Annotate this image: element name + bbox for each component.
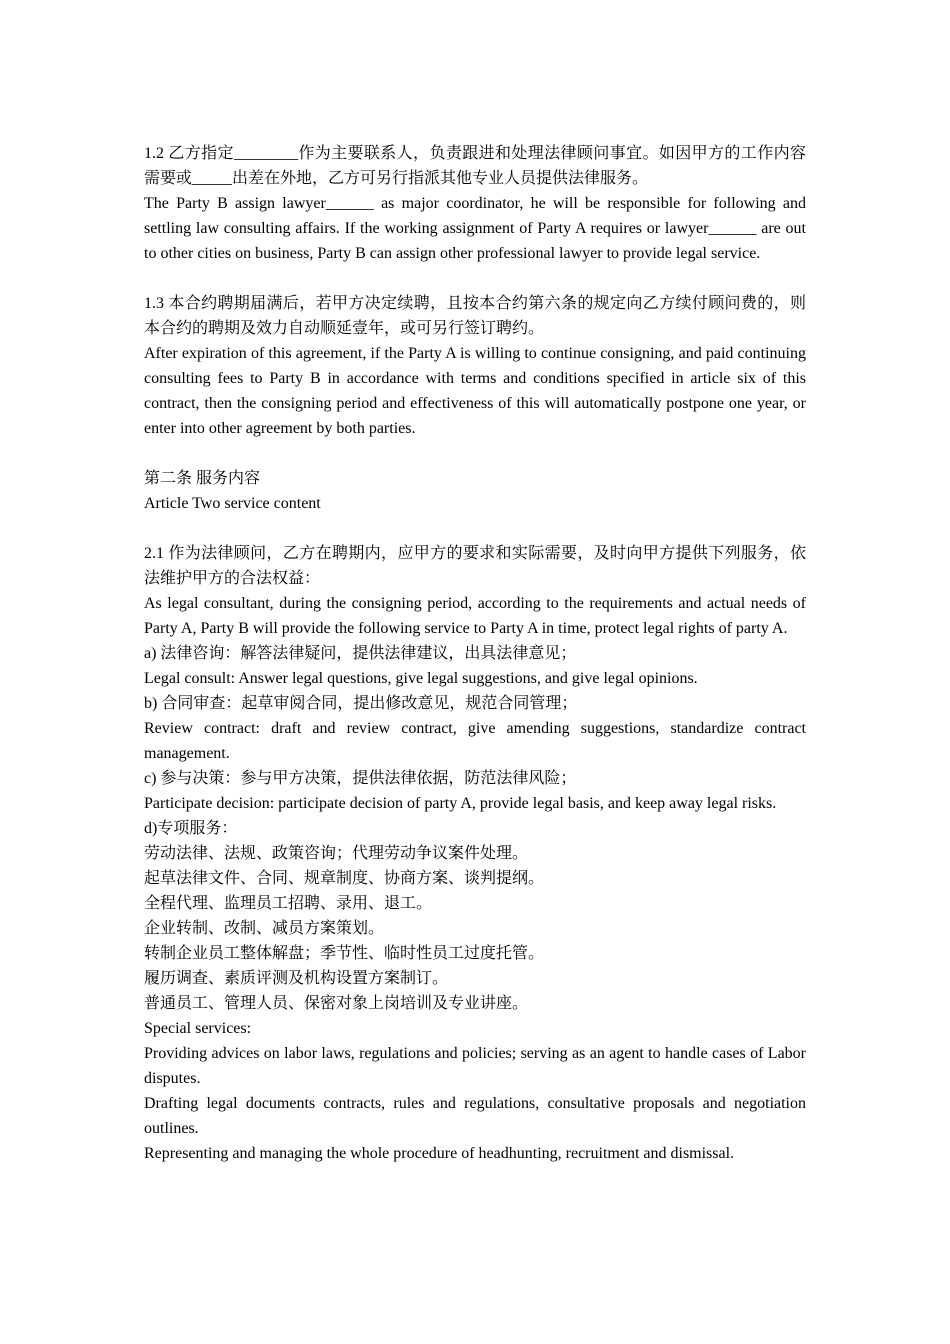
item-d-zh: d)专项服务： — [144, 820, 238, 837]
blank-line — [144, 266, 806, 291]
special-services-heading-en: Special services: — [144, 1020, 252, 1037]
clause-1-3-en: After expiration of this agreement, if the Party A is willing to continue consigning, and paid continuing consulting fees to Party B in accordance with terms and conditions specified in article six of this contract, then the consigning period and effectiveness of this will automatically postpone one year, or enter into other agreement by both parties. — [144, 345, 806, 437]
special-service-en-2: Drafting legal documents contracts, rules and regulations, consultative proposals and negotiation outlines. — [144, 1095, 806, 1137]
item-b-zh: b) 合同审查：起草审阅合同，提出修改意见，规范合同管理； — [144, 695, 578, 712]
clause-2-1-en: As legal consultant, during the consigning period, according to the requirements and actual needs of Party A, Party B will provide the following service to Party A in time, protect legal rights of party A. — [144, 595, 806, 637]
item-c-en: Participate decision: participate decision of party A, provide legal basis, and keep away legal risks. — [144, 795, 777, 812]
blank-line — [144, 441, 806, 466]
special-service-zh-6: 履历调查、素质评测及机构设置方案制订。 — [144, 970, 449, 987]
item-b-en: Review contract: draft and review contract, give amending suggestions, standardize contract management. — [144, 720, 806, 762]
item-a-zh: a) 法律咨询：解答法律疑问，提供法律建议，出具法律意见； — [144, 645, 577, 662]
special-service-zh-7: 普通员工、管理人员、保密对象上岗培训及专业讲座。 — [144, 995, 529, 1012]
special-service-zh-4: 企业转制、改制、减员方案策划。 — [144, 920, 385, 937]
clause-2-1-zh: 2.1 作为法律顾问，乙方在聘期内，应甲方的要求和实际需要，及时向甲方提供下列服务，依法维护甲方的合法权益： — [144, 545, 806, 587]
item-a-en: Legal consult: Answer legal questions, give legal suggestions, and give legal opinions. — [144, 670, 698, 687]
article-two-heading-en: Article Two service content — [144, 495, 321, 512]
document-page — [144, 141, 806, 1166]
item-c-zh: c) 参与决策：参与甲方决策，提供法律依据，防范法律风险； — [144, 770, 577, 787]
blank-line — [144, 516, 806, 541]
special-service-zh-1: 劳动法律、法规、政策咨询；代理劳动争议案件处理。 — [144, 845, 529, 862]
special-service-zh-3: 全程代理、监理员工招聘、录用、退工。 — [144, 895, 433, 912]
special-service-en-1: Providing advices on labor laws, regulations and policies; serving as an agent to handle cases of Labor disputes. — [144, 1045, 806, 1087]
article-two-heading-zh: 第二条 服务内容 — [144, 470, 261, 487]
special-service-en-3: Representing and managing the whole procedure of headhunting, recruitment and dismissal. — [144, 1145, 735, 1162]
special-service-zh-5: 转制企业员工整体解盘；季节性、临时性员工过度托管。 — [144, 945, 545, 962]
clause-1-3-zh: 1.3 本合约聘期届满后，若甲方决定续聘，且按本合约第六条的规定向乙方续付顾问费的，则本合约的聘期及效力自动顺延壹年，或可另行签订聘约。 — [144, 295, 806, 337]
clause-1-2-zh: 1.2 乙方指定________作为主要联系人，负责跟进和处理法律顾问事宜。如因甲方的工作内容需要或_____出差在外地，乙方可另行指派其他专业人员提供法律服务。 — [144, 145, 806, 187]
special-service-zh-2: 起草法律文件、合同、规章制度、协商方案、谈判提纲。 — [144, 870, 545, 887]
clause-1-2-en: The Party B assign lawyer______ as major coordinator, he will be responsible for following and settling law consulting affairs. If the working assignment of Party A requires or lawyer______ are out to other cities on business, Party B can assign other professional lawyer to provide legal service. — [144, 195, 806, 262]
